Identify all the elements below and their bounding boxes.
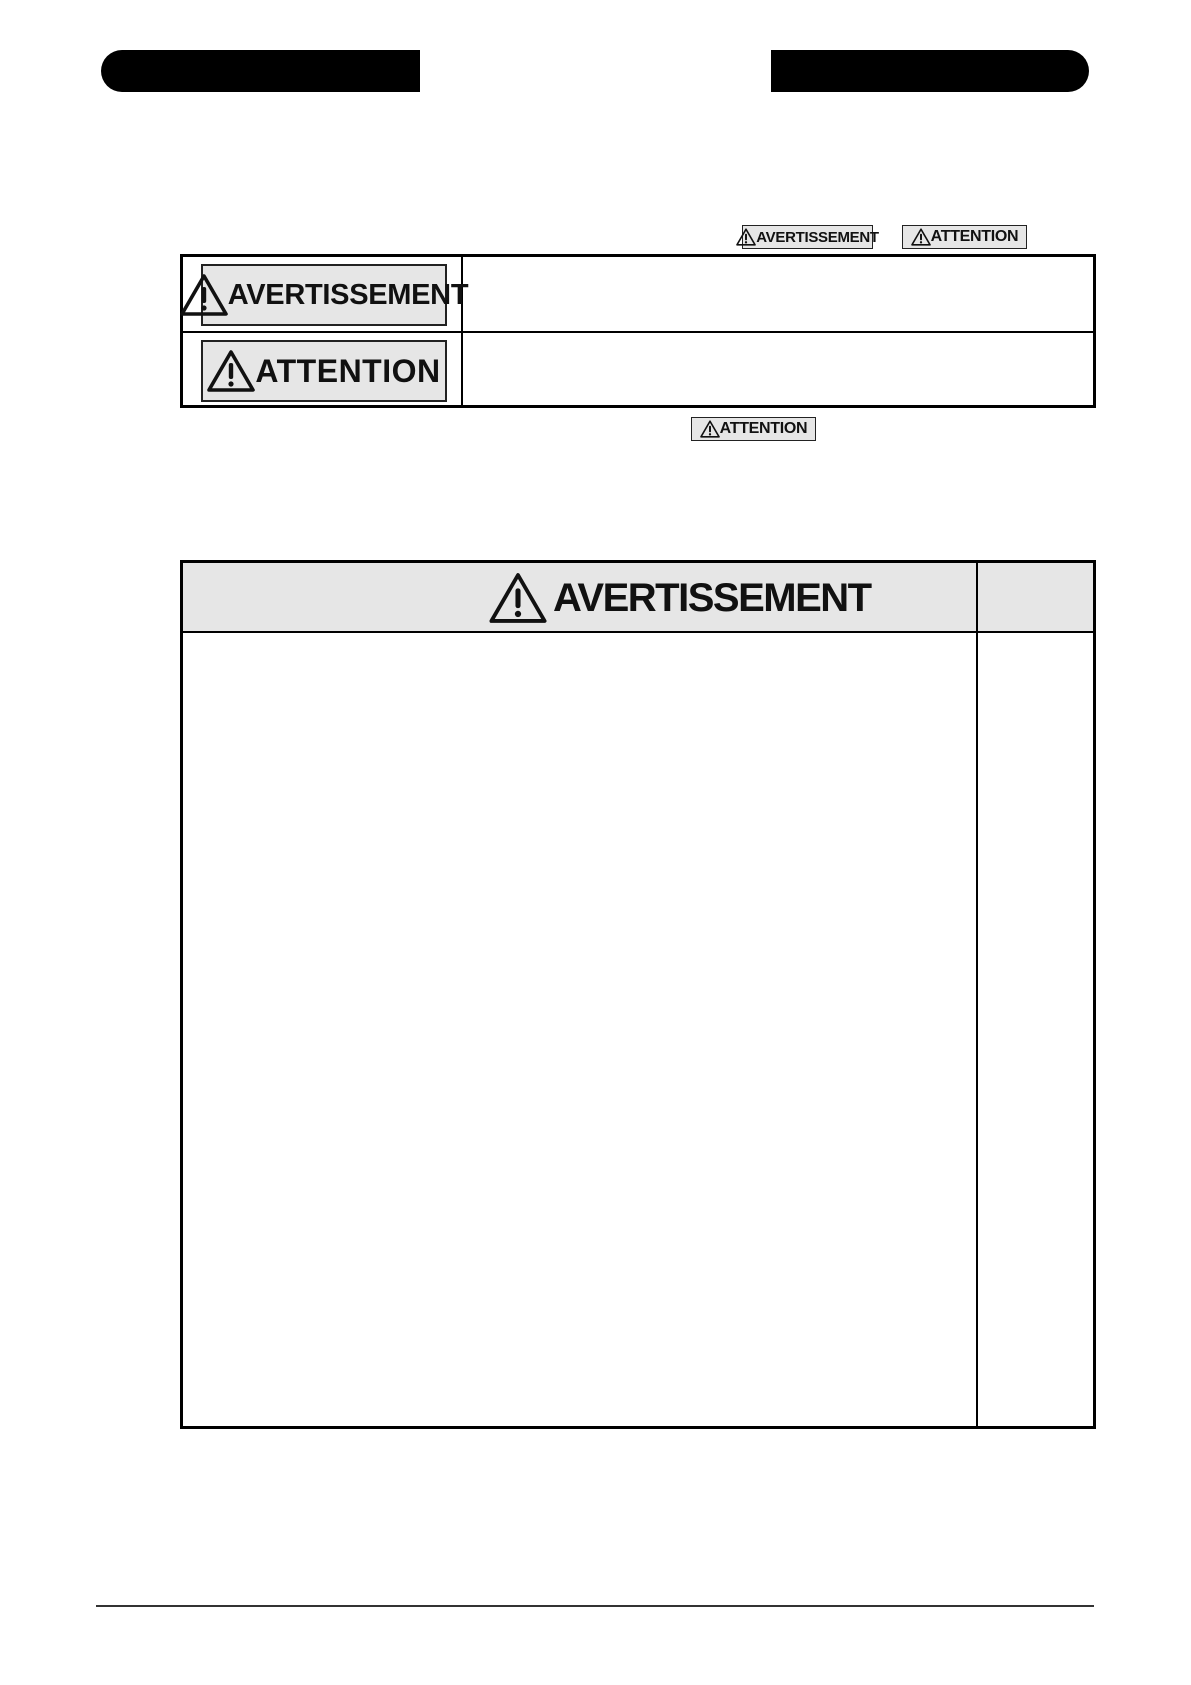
legend-caution-label: ATTENTION — [255, 352, 441, 389]
warning-triangle-icon — [700, 420, 720, 438]
warning-triangle-icon — [489, 571, 547, 625]
inline-warning-badge-label: AVERTISSEMENT — [756, 228, 879, 246]
legend-warning-badge — [201, 264, 469, 326]
footer-rule — [96, 1605, 1094, 1607]
warning-table-column-divider — [976, 563, 978, 1426]
inline-caution-badge-secondary — [691, 417, 816, 441]
warning-table-title — [489, 573, 871, 623]
warning-table-header — [183, 563, 1093, 633]
inline-caution-badge-label: ATTENTION — [930, 228, 1019, 245]
warning-instructions-table — [180, 560, 1096, 1429]
warning-triangle-icon — [911, 228, 931, 246]
inline-caution-badge-secondary-label: ATTENTION — [719, 420, 808, 437]
inline-caution-badge — [902, 225, 1027, 249]
signal-word-legend-table — [180, 254, 1096, 408]
header-tab-right — [771, 50, 1089, 92]
warning-triangle-icon — [207, 349, 255, 393]
warning-triangle-icon — [736, 228, 756, 246]
warning-table-title-label: AVERTISSEMENT — [553, 575, 871, 620]
header-tab-left — [101, 50, 420, 92]
inline-warning-badge — [742, 225, 879, 249]
legend-warning-label: AVERTISSEMENT — [227, 278, 469, 311]
legend-row-divider — [183, 331, 1093, 333]
legend-caution-badge — [201, 340, 447, 402]
warning-triangle-icon — [180, 273, 228, 317]
